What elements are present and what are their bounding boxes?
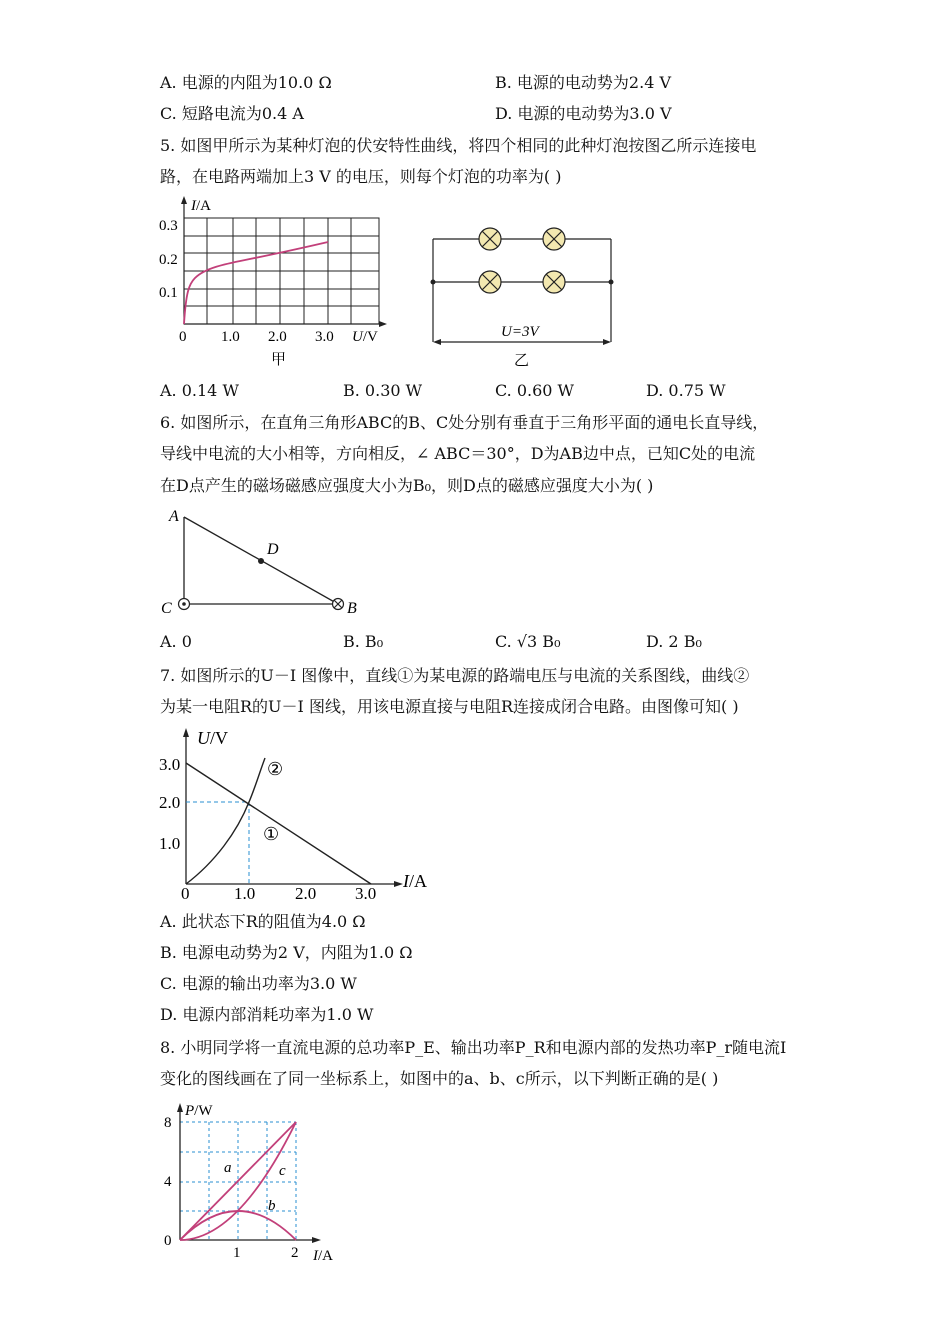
q8-stem-line1: 8. 小明同学将一直流电源的总功率P_E、输出功率P_R和电源内部的发热功率P_r随电流I bbox=[160, 1038, 787, 1057]
q7-x-label: I/A bbox=[403, 871, 427, 891]
q5-yi-bulb-2 bbox=[543, 228, 565, 250]
q6-triangle-figure bbox=[155, 503, 370, 621]
q5-yi-bulb-4 bbox=[543, 271, 565, 293]
q7-xtick-2: 2.0 bbox=[295, 884, 317, 903]
q8-label-a: a bbox=[224, 1160, 232, 1176]
q8-curve-a bbox=[180, 1122, 296, 1240]
q8-label-b: b bbox=[268, 1198, 276, 1214]
q5-jia-grid bbox=[184, 218, 379, 324]
q6-current-in-icon bbox=[333, 599, 344, 610]
q5-option-b[interactable]: B. 0.30 W bbox=[343, 381, 423, 400]
q8-stem-line2: 变化的图线画在了同一坐标系上，如图中的a、b、c所示，以下判断正确的是( ) bbox=[160, 1069, 719, 1088]
q5-yi-node-left bbox=[431, 280, 436, 285]
q7-ytick-3: 3.0 bbox=[159, 755, 181, 774]
q8-x-arrow bbox=[312, 1237, 321, 1243]
q7-xtick-1: 1.0 bbox=[234, 884, 256, 903]
q7-option-c[interactable]: C. 电源的输出功率为3.0 W bbox=[160, 974, 357, 993]
q6-option-a[interactable]: A. 0 bbox=[160, 632, 192, 651]
q5-yi-arrow-left bbox=[433, 339, 441, 345]
q6-option-d[interactable]: D. 2 B₀ bbox=[646, 632, 702, 651]
q6-option-c[interactable]: C. √3 B₀ bbox=[495, 632, 561, 651]
q5-option-a[interactable]: A. 0.14 W bbox=[160, 381, 239, 400]
q8-y-label: P/W bbox=[185, 1103, 213, 1119]
q6-label-c: C bbox=[161, 600, 172, 617]
q4-option-c[interactable]: C. 短路电流为0.4 A bbox=[160, 104, 304, 123]
q8-ytick-4: 4 bbox=[164, 1174, 172, 1190]
q6-point-d bbox=[258, 558, 264, 564]
q5-yi-bulb-3 bbox=[479, 271, 501, 293]
q5-jia-caption: 甲 bbox=[271, 352, 287, 368]
q5-jia-x-label: U/V bbox=[352, 329, 378, 345]
q4-option-a[interactable]: A. 电源的内阻为10.0 Ω bbox=[160, 73, 332, 92]
q5-jia-xtick-1: 1.0 bbox=[221, 329, 240, 345]
q5-jia-ytick-0.3: 0.3 bbox=[159, 218, 178, 234]
q8-power-chart bbox=[155, 1097, 355, 1269]
q5-stem-line2: 路，在电路两端加上3 V 的电压，则每个灯泡的功率为( ) bbox=[160, 167, 562, 186]
q5-jia-xtick-3: 3.0 bbox=[315, 329, 334, 345]
q7-xtick-0: 0 bbox=[181, 884, 190, 903]
q6-current-out-icon bbox=[179, 599, 190, 610]
q5-yi-caption: 乙 bbox=[514, 353, 530, 369]
q5-yi-bulb-1 bbox=[479, 228, 501, 250]
q5-option-c[interactable]: C. 0.60 W bbox=[495, 381, 574, 400]
q8-ytick-0: 0 bbox=[164, 1233, 172, 1249]
q8-xtick-2: 2 bbox=[291, 1245, 299, 1261]
q5-figure-jia bbox=[155, 192, 395, 370]
q8-y-arrow bbox=[177, 1103, 183, 1112]
q5-yi-voltage-label: U=3V bbox=[501, 324, 539, 340]
q7-option-a[interactable]: A. 此状态下R的阻值为4.0 Ω bbox=[160, 912, 366, 931]
q7-option-d[interactable]: D. 电源内部消耗功率为1.0 W bbox=[160, 1005, 374, 1024]
q7-stem-line2: 为某一电阻R的U－I 图线，用该电源直接与电阻R连接成闭合电路。由图像可知( ) bbox=[160, 697, 739, 716]
q8-xtick-1: 1 bbox=[233, 1245, 241, 1261]
q5-jia-xtick-2: 2.0 bbox=[268, 329, 287, 345]
q6-label-b: B bbox=[347, 600, 357, 617]
q5-yi-arrow-right bbox=[603, 339, 611, 345]
q7-xtick-3: 3.0 bbox=[355, 884, 377, 903]
q6-option-b[interactable]: B. B₀ bbox=[343, 632, 384, 651]
q7-label-curve-2: ② bbox=[267, 759, 284, 779]
q5-jia-x-arrow bbox=[379, 321, 387, 327]
q7-y-label: U/V bbox=[197, 728, 228, 748]
q5-figure-yi bbox=[425, 222, 620, 372]
q5-yi-node-right bbox=[609, 280, 614, 285]
q7-curve-2 bbox=[186, 758, 265, 884]
q7-option-b[interactable]: B. 电源电动势为2 V，内阻为1.0 Ω bbox=[160, 943, 413, 962]
q4-option-b[interactable]: B. 电源的电动势为2.4 V bbox=[495, 73, 672, 92]
q7-y-arrow bbox=[183, 728, 189, 737]
q5-jia-ytick-0.1: 0.1 bbox=[159, 285, 178, 301]
q6-stem-line3: 在D点产生的磁场磁感应强度大小为B₀，则D点的磁感应强度大小为( ) bbox=[160, 476, 654, 495]
q6-label-d: D bbox=[267, 541, 279, 558]
q8-x-label: I/A bbox=[313, 1248, 333, 1264]
q8-ytick-8: 8 bbox=[164, 1115, 172, 1131]
q7-label-line-1: ① bbox=[263, 824, 280, 844]
q5-jia-xtick-0: 0 bbox=[179, 329, 187, 345]
q7-ytick-1: 1.0 bbox=[159, 834, 181, 853]
q5-stem-line1: 5. 如图甲所示为某种灯泡的伏安特性曲线，将四个相同的此种灯泡按图乙所示连接电 bbox=[160, 136, 757, 155]
q8-label-c: c bbox=[279, 1163, 286, 1179]
q7-x-arrow bbox=[394, 881, 403, 887]
q7-stem-line1: 7. 如图所示的U－I 图像中，直线①为某电源的路端电压与电流的关系图线，曲线② bbox=[160, 666, 750, 685]
q7-ui-chart bbox=[155, 722, 440, 907]
q5-jia-y-label: I/A bbox=[191, 198, 211, 214]
q6-stem-line2: 导线中电流的大小相等，方向相反，∠ ABC＝30°，D为AB边中点，已知C处的电流 bbox=[160, 444, 756, 463]
q6-stem-line1: 6. 如图所示，在直角三角形ABC的B、C处分别有垂直于三角形平面的通电长直导线， bbox=[160, 413, 769, 432]
q4-option-d[interactable]: D. 电源的电动势为3.0 V bbox=[495, 104, 672, 123]
q5-jia-ytick-0.2: 0.2 bbox=[159, 252, 178, 268]
q6-label-a: A bbox=[169, 508, 179, 525]
q5-option-d[interactable]: D. 0.75 W bbox=[646, 381, 726, 400]
q7-ytick-2: 2.0 bbox=[159, 793, 181, 812]
q5-jia-y-arrow bbox=[181, 196, 187, 204]
